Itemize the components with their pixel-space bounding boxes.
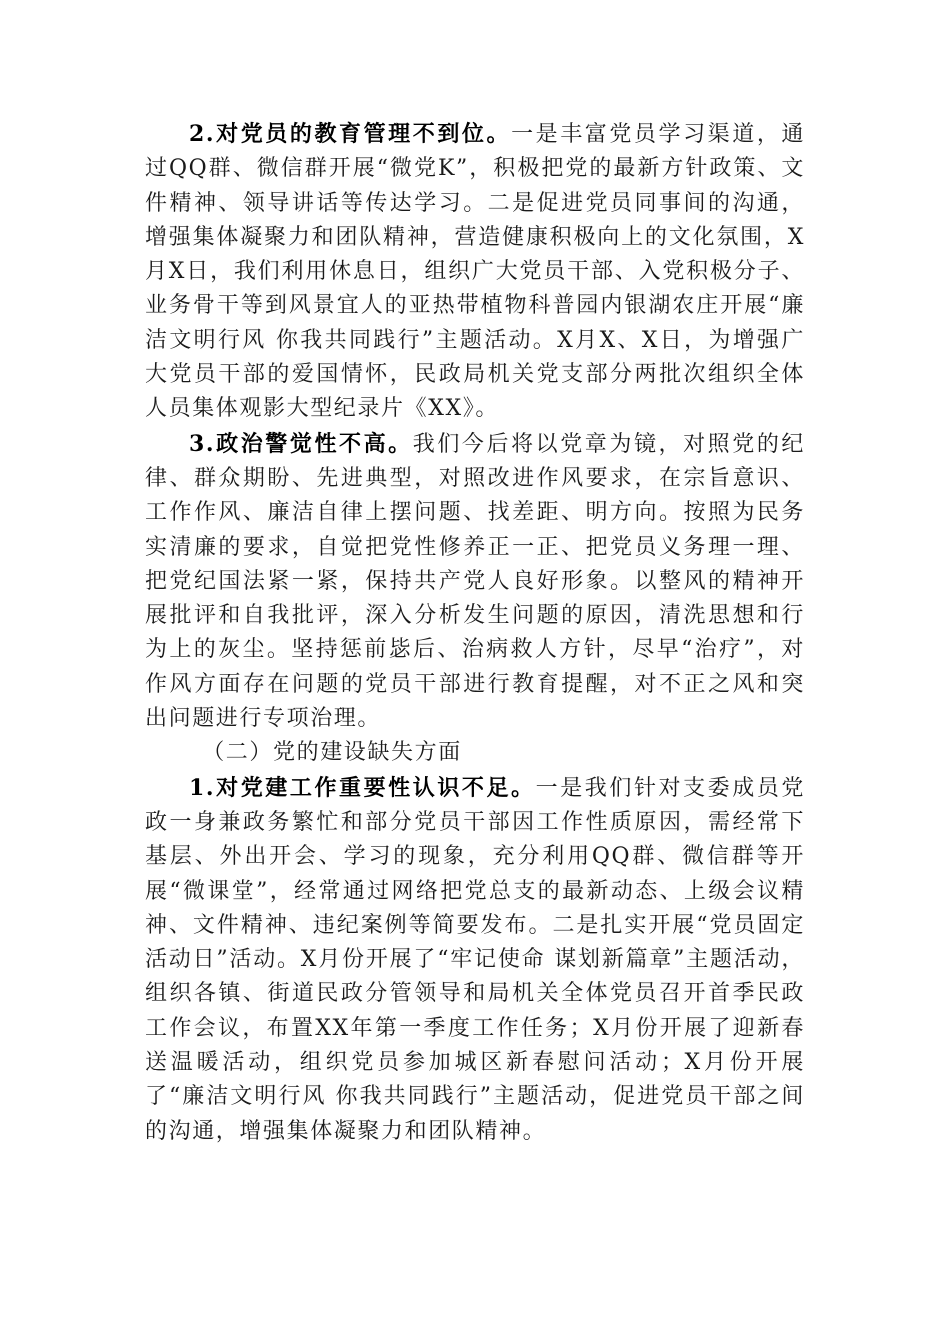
paragraph-text: 一是我们针对支委成员党政一身兼政务繁忙和部分党员干部因工作性质原因，需经常下基层、外出开会、学习的现象，充分利用QQ群、微信群等开展“微课堂”，经常通过网络把党总支的最新动态、上级会议精神、文件精神、违纪案例等简要发布。二是扎实开展“党员固定活动日”活动。X月份开展了“牢记使命 谋划新篇章”主题活动，组织各镇、街道民政分管领导和局机关全体党员召开首季民政工作会议，布置XX年第一季度工作任务；X月份开展了迎新春送温暖活动，组织党员参加城区新春慰问活动；X月份开展了“廉洁文明行风 你我共同践行”主题活动，促进党员干部之间的沟通，增强集体凝聚力和团队精神。 (145, 775, 806, 1144)
paragraph-party-building-awareness (145, 771, 805, 1149)
paragraph-heading: 1.对党建工作重要性认识不足。 (189, 774, 536, 801)
paragraph-heading: 3.政治警觉性不高。 (189, 430, 413, 457)
paragraph-heading: 2.对党员的教育管理不到位。 (189, 121, 512, 147)
paragraph-education-management (145, 117, 805, 427)
document-body (145, 117, 805, 1149)
paragraph-text: 一是丰富党员学习渠道，通过QQ群、微信群开展“微党K”，积极把党的最新方针政策、文件精神、领导讲话等传达学习。二是促进党员同事间的沟通，增强集体凝聚力和团队精神，营造健康积极向上的文化氛围，X月X日，我们利用休息日，组织广大党员干部、入党积极分子、业务骨干等到风景宜人的亚热带植物科普园内银湖农庄开展“廉洁文明行风 你我共同践行”主题活动。X月X、X日，为增强广大党员干部的爱国情怀，民政局机关党支部分两批次组织全体人员集体观影大型纪录片《XX》。 (145, 122, 805, 422)
paragraph-text: 我们今后将以党章为镜，对照党的纪律、群众期盼、先进典型，对照改进作风要求，在宗旨意识、工作作风、廉洁自律上摆问题、找差距、明方向。按照为民务实清廉的要求，自觉把党性修养正一正、把党员义务理一理、把党纪国法紧一紧，保持共产党人良好形象。以整风的精神开展批评和自我批评，深入分析发生问题的原因，清洗思想和行为上的灰尘。坚持惩前毖后、治病救人方针，尽早“治疗”，对作风方面存在问题的党员干部进行教育提醒，对不正之风和突出问题进行专项治理。 (145, 431, 806, 732)
section-title: （二）党的建设缺失方面 (202, 740, 462, 766)
paragraph-political-vigilance (145, 427, 805, 737)
